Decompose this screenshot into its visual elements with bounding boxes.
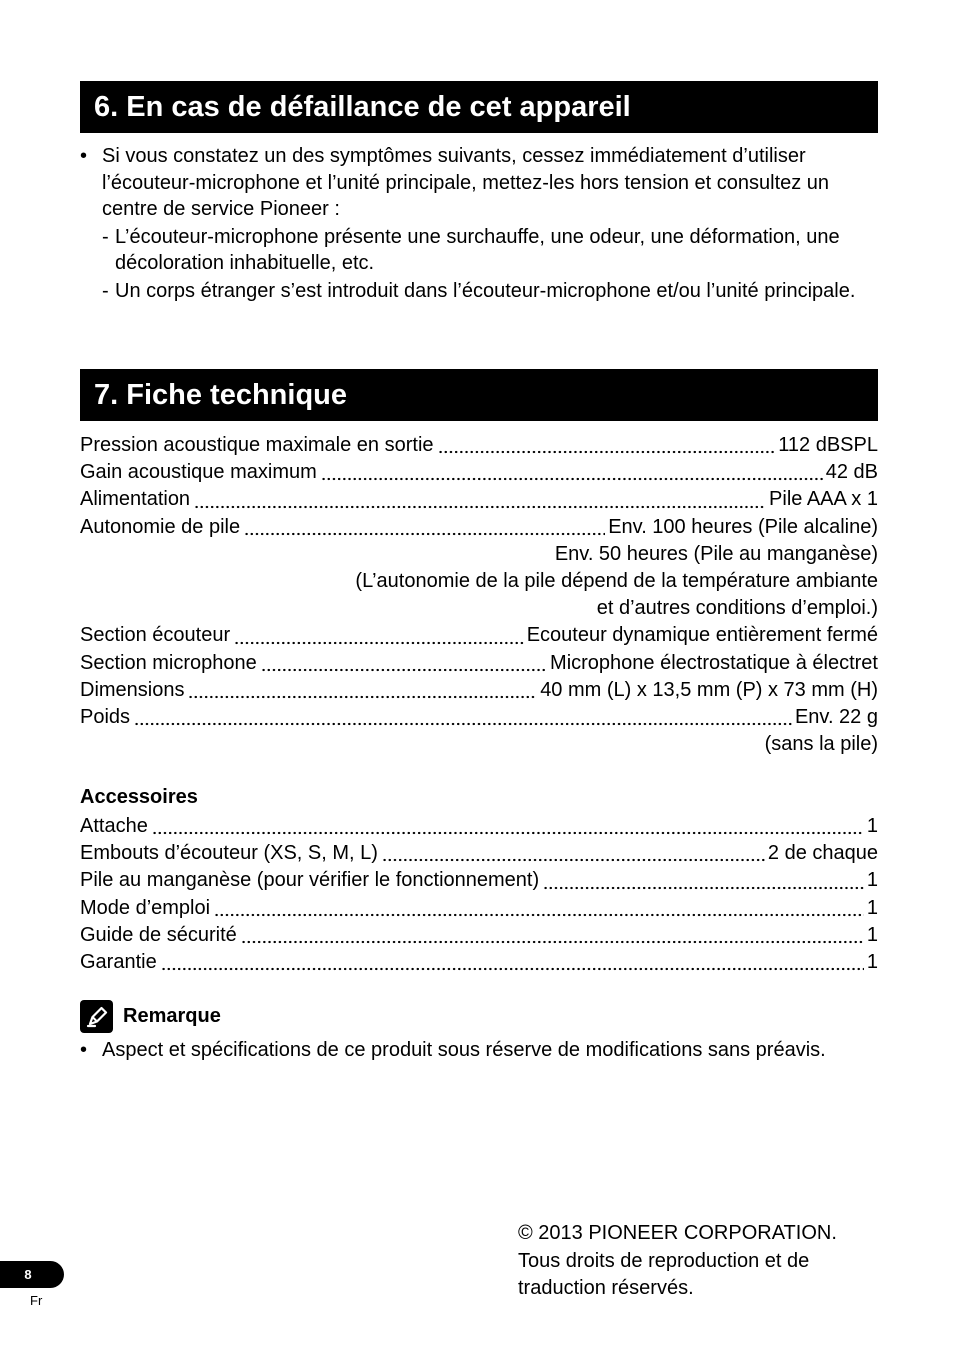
spec-row [80, 813, 878, 840]
copyright-line: Tous droits de reproduction et de [518, 1249, 810, 1272]
spec-label: Attache [80, 815, 148, 837]
spec-row [80, 514, 878, 541]
spec-label: Embouts d’écouteur (XS, S, M, L) [80, 842, 378, 865]
spec-row [80, 432, 878, 459]
spec-label: Mode d’emploi [80, 896, 211, 919]
spec-row [80, 622, 878, 649]
symptom-list [102, 224, 878, 305]
spec-continuation: et d’autres conditions d’emploi.) [596, 597, 878, 620]
spec-value: 1 [866, 869, 878, 892]
symptom-text: L’écouteur-microphone présente une surchauffe, une odeur, une déformation, une décoloration inhabituelle, etc. [115, 225, 840, 274]
note-text: Aspect et spécifications de ce produit sous réserve de modifications sans préavis. [102, 1039, 826, 1061]
symptom-item [102, 224, 878, 277]
dot-leader [438, 450, 776, 454]
spec-row [80, 922, 878, 949]
spec-row [80, 650, 878, 677]
spec-value: 2 de chaque [767, 842, 878, 865]
spec-label: Section microphone [80, 651, 257, 674]
dot-leader [134, 722, 792, 726]
section-7-header: 7. Fiche technique [80, 369, 878, 421]
bullet-marker: • [80, 1039, 88, 1061]
spec-value: 112 dBSPL [778, 434, 878, 456]
spec-value: Pile AAA x 1 [769, 488, 878, 511]
note-title: Remarque [123, 1005, 221, 1027]
accessories-title: Accessoires [80, 786, 198, 808]
spec-value: 42 dB [825, 461, 878, 484]
spec-row [80, 840, 878, 867]
dot-leader [161, 967, 864, 971]
spec-label: Guide de sécurité [80, 923, 237, 946]
spec-row [80, 949, 878, 976]
dot-leader [261, 668, 547, 672]
dot-leader [321, 477, 823, 481]
spec-row [80, 486, 878, 513]
spec-label: Gain acoustique maximum [80, 461, 317, 484]
spec-value: Env. 100 heures (Pile alcaline) [608, 515, 878, 538]
dot-leader [234, 641, 524, 645]
spec-value: 40 mm (L) x 13,5 mm (P) x 73 mm (H) [540, 678, 878, 701]
spec-label: Pile au manganèse (pour vérifier le fonctionnement) [80, 869, 540, 892]
spec-row [80, 704, 878, 731]
spec-value: 1 [866, 815, 878, 837]
bullet-item [80, 1037, 878, 1064]
dot-leader [214, 913, 864, 917]
dot-leader [194, 505, 766, 509]
spec-label: Autonomie de pile [80, 515, 241, 538]
dot-leader [188, 695, 537, 699]
pencil-note-icon [80, 1000, 113, 1033]
spec-value: Env. 22 g [794, 706, 878, 729]
spec-row [80, 677, 878, 704]
copyright-line: © 2013 PIONEER CORPORATION. [518, 1222, 837, 1244]
spec-row [80, 459, 878, 486]
spec-label: Garantie [80, 951, 157, 974]
bullet-item [80, 143, 878, 304]
spec-continuation: (L’autonomie de la pile dépend de la température ambiante [355, 570, 878, 593]
dash-marker: - [102, 225, 109, 248]
dot-leader [382, 858, 765, 862]
spec-row [80, 895, 878, 922]
copyright-line: traduction réservés. [518, 1277, 694, 1299]
note-content [80, 1037, 878, 1064]
note-header [80, 1000, 221, 1033]
bullet-text: Si vous constatez un des symptômes suivants, cessez immédiatement d’utiliser l’écouteur-microphone et l’unité principale, mettez-les hors tension et consultez un centre de service Pioneer : [102, 145, 830, 220]
spec-value: 1 [866, 951, 878, 974]
spec-continuation: Env. 50 heures (Pile au manganèse) [554, 542, 878, 565]
spec-value: Microphone électrostatique à électret [550, 651, 878, 674]
section-6-header: 6. En cas de défaillance de cet appareil [80, 81, 878, 133]
pencil-icon-graphic [85, 1005, 109, 1029]
spec-label: Alimentation [80, 488, 191, 511]
page-number: 8 [0, 1261, 64, 1288]
troubleshooting-content [80, 143, 878, 304]
spec-label: Dimensions [80, 678, 185, 701]
dash-marker: - [102, 279, 109, 302]
page-language: Fr [30, 1293, 43, 1308]
symptom-item [102, 278, 878, 305]
copyright-notice [518, 1220, 837, 1303]
spec-label: Pression acoustique maximale en sortie [80, 434, 434, 456]
accessories-list [80, 813, 878, 976]
spec-list [80, 432, 878, 758]
spec-value: 1 [866, 923, 878, 946]
spec-row [80, 867, 878, 894]
spec-value: 1 [866, 896, 878, 919]
spec-label: Section écouteur [80, 624, 231, 647]
spec-value: Ecouteur dynamique entièrement fermé [526, 624, 878, 647]
spec-label: Poids [80, 706, 131, 729]
dot-leader [244, 532, 605, 536]
bullet-marker: • [80, 145, 88, 167]
dot-leader [152, 831, 864, 835]
dot-leader [241, 940, 864, 944]
spec-continuation: (sans la pile) [764, 733, 878, 756]
symptom-text: Un corps étranger s’est introduit dans l’écouteur-microphone et/ou l’unité principale. [115, 279, 856, 302]
dot-leader [543, 886, 864, 890]
